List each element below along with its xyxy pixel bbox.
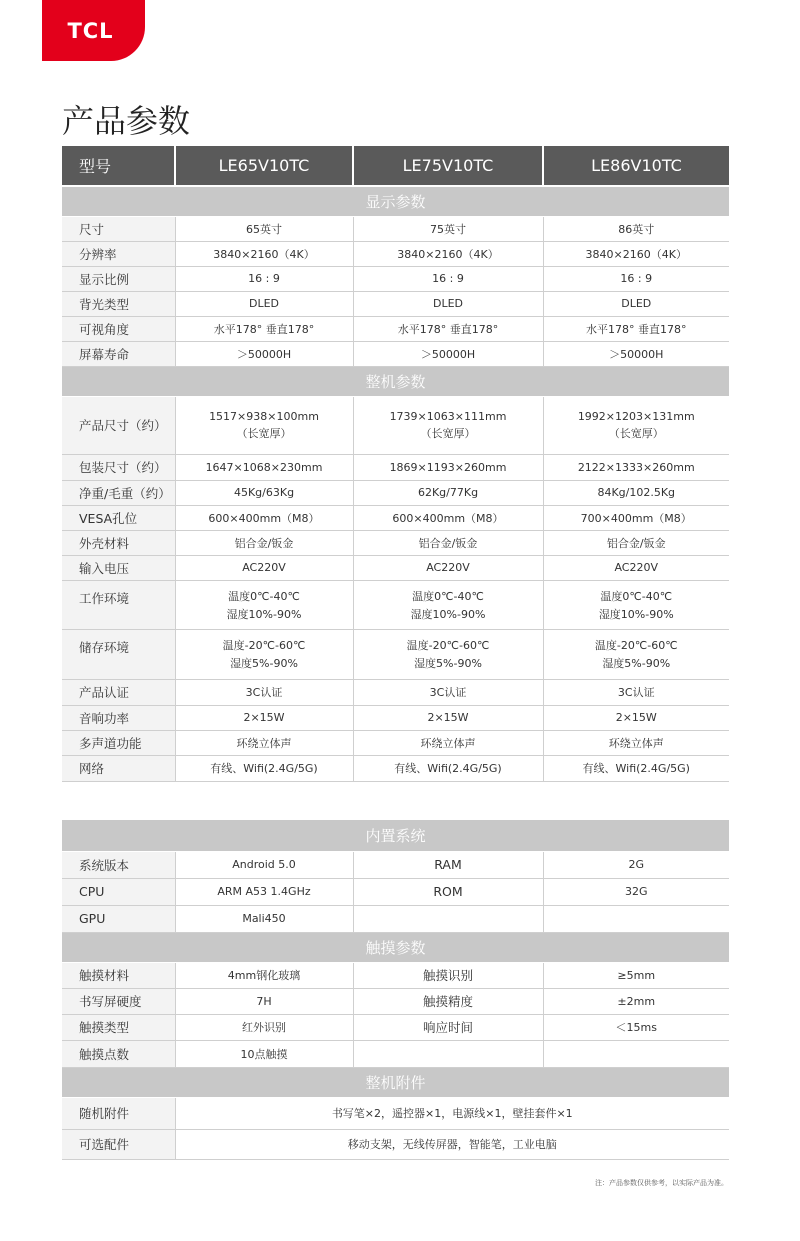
table-row xyxy=(62,454,729,480)
section-row xyxy=(62,366,729,396)
cell-value: 铝合金/钣金 xyxy=(543,530,729,555)
row-label: 储存环境 xyxy=(62,629,175,679)
size-value: 1992×1203×131mm xyxy=(577,410,695,423)
cell-value: 有线、Wifi(2.4G/5G) xyxy=(543,755,729,781)
cell-value xyxy=(175,396,353,454)
cell-value: 75英寸 xyxy=(353,216,543,241)
model-header-86: LE86V10TC xyxy=(543,146,729,186)
cell-value xyxy=(175,629,353,679)
temp-line: 温度0℃-40℃ xyxy=(412,589,484,603)
row-label: 可视角度 xyxy=(62,316,175,341)
cell-value: 环绕立体声 xyxy=(353,730,543,755)
row-label: 净重/毛重（约） xyxy=(62,480,175,505)
cell-value: 3C认证 xyxy=(353,679,543,705)
cell-value: 环绕立体声 xyxy=(175,730,353,755)
cell-value: 移动支架，无线传屏器，智能笔，工业电脑 xyxy=(175,1129,729,1159)
row-label: 触摸材料 xyxy=(62,962,175,988)
row-label: 产品认证 xyxy=(62,679,175,705)
logo-text: TCL xyxy=(67,18,114,43)
cell-value: 书写笔×2，遥控器×1，电源线×1，壁挂套件×1 xyxy=(175,1097,729,1129)
cell-value: 铝合金/钣金 xyxy=(353,530,543,555)
humidity-line: 湿度5%-90% xyxy=(602,656,671,670)
table-row xyxy=(62,1129,729,1159)
table-row xyxy=(62,1040,729,1067)
cell-value: DLED xyxy=(175,291,353,316)
table-row xyxy=(62,555,729,580)
cell-value: 3C认证 xyxy=(175,679,353,705)
row-label-secondary: RAM xyxy=(353,851,543,878)
table-row xyxy=(62,878,729,905)
row-label-secondary xyxy=(353,905,543,932)
table-row xyxy=(62,530,729,555)
cell-value: AC220V xyxy=(353,555,543,580)
cell-value: 700×400mm（M8） xyxy=(543,505,729,530)
page-title: 产品参数 xyxy=(62,102,191,140)
model-header-65: LE65V10TC xyxy=(175,146,353,186)
cell-value: 45Kg/63Kg xyxy=(175,480,353,505)
cell-value: 有线、Wifi(2.4G/5G) xyxy=(353,755,543,781)
cell-value: 3840×2160（4K） xyxy=(353,241,543,266)
row-label: 显示比例 xyxy=(62,266,175,291)
cell-value: 10点触摸 xyxy=(175,1040,353,1067)
row-label: 书写屏硬度 xyxy=(62,988,175,1014)
table-row xyxy=(62,505,729,530)
size-note: （长宽厚） xyxy=(420,427,476,440)
table-row xyxy=(62,241,729,266)
cell-value: 3C认证 xyxy=(543,679,729,705)
cell-value: 65英寸 xyxy=(175,216,353,241)
row-label: 网络 xyxy=(62,755,175,781)
row-label: CPU xyxy=(62,878,175,905)
row-label: 屏幕寿命 xyxy=(62,341,175,366)
row-label: VESA孔位 xyxy=(62,505,175,530)
table-row xyxy=(62,1014,729,1040)
table-row xyxy=(62,580,729,629)
table-row xyxy=(62,341,729,366)
cell-value xyxy=(543,580,729,629)
row-label: 包装尺寸（约） xyxy=(62,454,175,480)
cell-value: ARM A53 1.4GHz xyxy=(175,878,353,905)
cell-value: 2×15W xyxy=(543,705,729,730)
table-row xyxy=(62,755,729,781)
model-header-label: 型号 xyxy=(62,146,175,186)
row-label-secondary: 触摸识别 xyxy=(353,962,543,988)
cell-value: 7H xyxy=(175,988,353,1014)
table-row xyxy=(62,851,729,878)
table-row xyxy=(62,705,729,730)
cell-value: 2×15W xyxy=(175,705,353,730)
cell-value: 1869×1193×260mm xyxy=(353,454,543,480)
row-label: 触摸类型 xyxy=(62,1014,175,1040)
size-value: 1517×938×100mm xyxy=(209,410,319,423)
table-row xyxy=(62,988,729,1014)
cell-value: 84Kg/102.5Kg xyxy=(543,480,729,505)
cell-value: Android 5.0 xyxy=(175,851,353,878)
cell-value: DLED xyxy=(543,291,729,316)
cell-value: ＞50000H xyxy=(543,341,729,366)
humidity-line: 湿度5%-90% xyxy=(230,656,298,670)
cell-value: ＞50000H xyxy=(175,341,353,366)
cell-value: AC220V xyxy=(175,555,353,580)
row-label: 触摸点数 xyxy=(62,1040,175,1067)
cell-value: 62Kg/77Kg xyxy=(353,480,543,505)
row-label: 尺寸 xyxy=(62,216,175,241)
cell-value: 32G xyxy=(543,878,729,905)
humidity-line: 湿度10%-90% xyxy=(226,607,302,621)
row-label-secondary xyxy=(353,1040,543,1067)
cell-value: 1647×1068×230mm xyxy=(175,454,353,480)
cell-value xyxy=(543,905,729,932)
cell-value xyxy=(353,580,543,629)
row-label: 多声道功能 xyxy=(62,730,175,755)
cell-value: 有线、Wifi(2.4G/5G) xyxy=(175,755,353,781)
temp-line: 温度0℃-40℃ xyxy=(228,589,300,603)
cell-value: ≥5mm xyxy=(543,962,729,988)
section-display-title: 显示参数 xyxy=(62,186,729,216)
table-row xyxy=(62,316,729,341)
cell-value: 红外识别 xyxy=(175,1014,353,1040)
tcl-logo xyxy=(42,0,145,61)
section-row xyxy=(62,186,729,216)
humidity-line: 湿度5%-90% xyxy=(414,656,482,670)
row-label: GPU xyxy=(62,905,175,932)
table-row xyxy=(62,1097,729,1129)
cell-value: 水平178° 垂直178° xyxy=(353,316,543,341)
table-row xyxy=(62,629,729,679)
cell-value xyxy=(543,1040,729,1067)
row-label: 输入电压 xyxy=(62,555,175,580)
cell-value: 86英寸 xyxy=(543,216,729,241)
cell-value: 600×400mm（M8） xyxy=(175,505,353,530)
cell-value: ＜15ms xyxy=(543,1014,729,1040)
row-label: 系统版本 xyxy=(62,851,175,878)
table-row xyxy=(62,266,729,291)
model-header-75: LE75V10TC xyxy=(353,146,543,186)
row-label: 背光类型 xyxy=(62,291,175,316)
table-row xyxy=(62,480,729,505)
row-label: 分辨率 xyxy=(62,241,175,266)
footnote: 注：产品参数仅供参考，以实际产品为准。 xyxy=(595,1179,728,1187)
table-row xyxy=(62,396,729,454)
section-row xyxy=(62,932,729,962)
humidity-line: 湿度10%-90% xyxy=(598,607,674,621)
cell-value: 3840×2160（4K） xyxy=(175,241,353,266)
temp-line: 温度-20℃-60℃ xyxy=(406,638,490,652)
row-label-secondary: 触摸精度 xyxy=(353,988,543,1014)
cell-value: AC220V xyxy=(543,555,729,580)
row-label-secondary: 响应时间 xyxy=(353,1014,543,1040)
model-spec-table xyxy=(62,146,729,782)
table-row xyxy=(62,291,729,316)
section-accessories-title: 整机附件 xyxy=(62,1067,729,1097)
row-label-secondary: ROM xyxy=(353,878,543,905)
size-note: （长宽厚） xyxy=(236,427,292,440)
cell-value: DLED xyxy=(353,291,543,316)
table-header-row xyxy=(62,146,729,186)
cell-value xyxy=(543,396,729,454)
size-note: （长宽厚） xyxy=(608,427,664,440)
cell-value: ＞50000H xyxy=(353,341,543,366)
cell-value: 2×15W xyxy=(353,705,543,730)
cell-value: 水平178° 垂直178° xyxy=(543,316,729,341)
size-value: 1739×1063×111mm xyxy=(389,410,507,423)
cell-value xyxy=(543,629,729,679)
cell-value: 16 : 9 xyxy=(175,266,353,291)
section-machine-title: 整机参数 xyxy=(62,366,729,396)
row-label: 产品尺寸（约） xyxy=(62,396,175,454)
temp-line: 温度-20℃-60℃ xyxy=(594,638,678,652)
cell-value: 水平178° 垂直178° xyxy=(175,316,353,341)
row-label: 随机附件 xyxy=(62,1097,175,1129)
row-label: 音响功率 xyxy=(62,705,175,730)
table-row xyxy=(62,679,729,705)
cell-value xyxy=(353,629,543,679)
temp-line: 温度0℃-40℃ xyxy=(600,589,673,603)
section-row xyxy=(62,820,729,851)
table-row xyxy=(62,730,729,755)
cell-value: 2122×1333×260mm xyxy=(543,454,729,480)
cell-value: 4mm钢化玻璃 xyxy=(175,962,353,988)
system-spec-table xyxy=(62,820,729,1160)
cell-value xyxy=(175,580,353,629)
row-label: 外壳材料 xyxy=(62,530,175,555)
row-label: 可选配件 xyxy=(62,1129,175,1159)
temp-line: 温度-20℃-60℃ xyxy=(222,638,306,652)
table-row xyxy=(62,962,729,988)
cell-value xyxy=(353,396,543,454)
table-row xyxy=(62,216,729,241)
row-label: 工作环境 xyxy=(62,580,175,629)
cell-value: 600×400mm（M8） xyxy=(353,505,543,530)
cell-value: 16 : 9 xyxy=(543,266,729,291)
section-row xyxy=(62,1067,729,1097)
section-system-title: 内置系统 xyxy=(62,820,729,851)
cell-value: Mali450 xyxy=(175,905,353,932)
humidity-line: 湿度10%-90% xyxy=(410,607,486,621)
table-row xyxy=(62,905,729,932)
cell-value: 3840×2160（4K） xyxy=(543,241,729,266)
cell-value: 铝合金/钣金 xyxy=(175,530,353,555)
cell-value: ±2mm xyxy=(543,988,729,1014)
cell-value: 2G xyxy=(543,851,729,878)
cell-value: 16 : 9 xyxy=(353,266,543,291)
cell-value: 环绕立体声 xyxy=(543,730,729,755)
section-touch-title: 触摸参数 xyxy=(62,932,729,962)
